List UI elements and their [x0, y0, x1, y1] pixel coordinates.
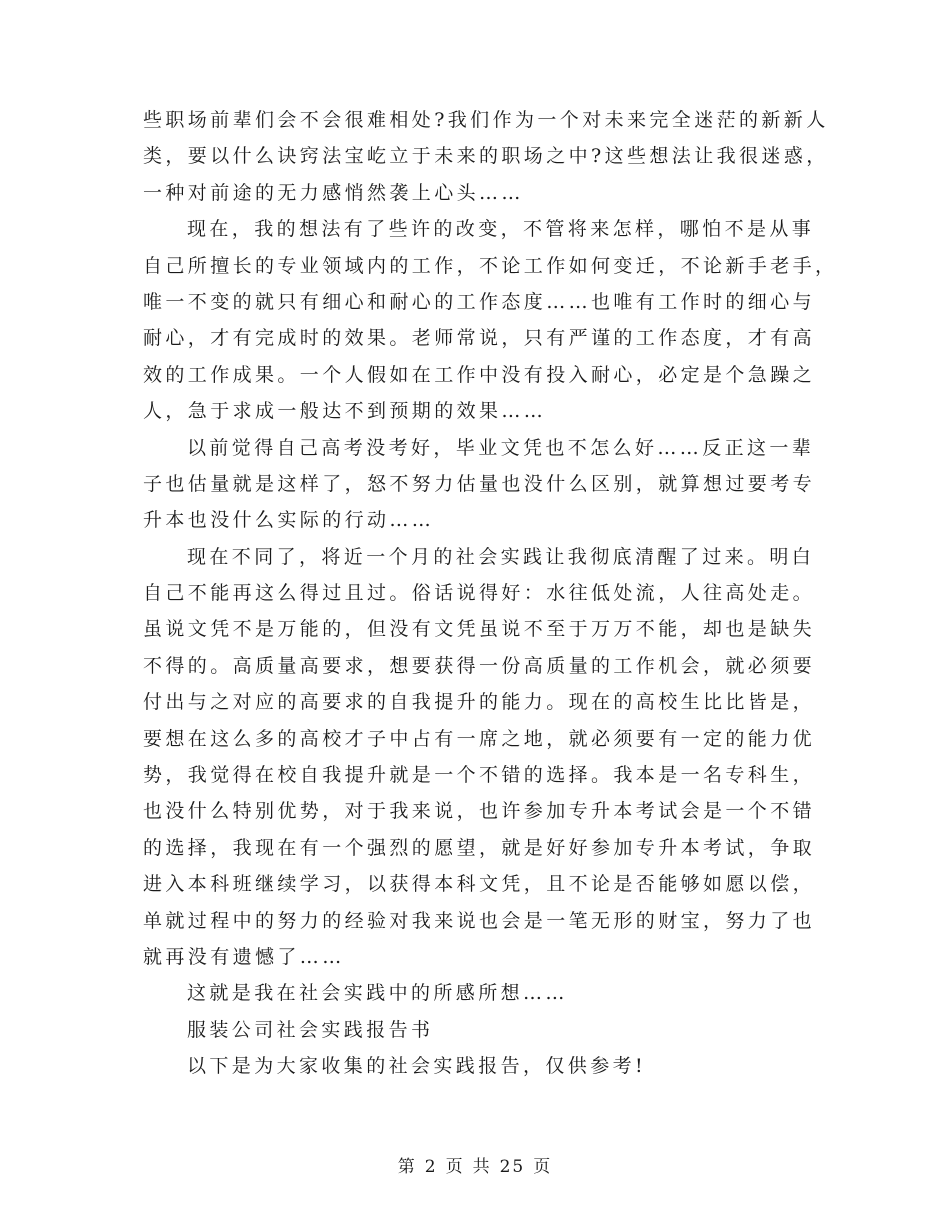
text-line: 就再没有遗憾了…… [143, 945, 345, 968]
text-line: 自己不能再这么得过且过。俗话说得好：水往低处流，人往高处走。 [143, 582, 816, 605]
page-footer [0, 1152, 950, 1177]
text-line: 子也估量就是这样了，怒不努力估量也没什么区别，就算想过要考专 [143, 472, 816, 495]
text-line: 这就是我在社会实践中的所感所想…… [187, 982, 568, 1005]
text-line: 升本也没什么实际的行动…… [143, 509, 435, 532]
text-line: 付出与之对应的高要求的自我提升的能力。现在的高校生比比皆是， [143, 691, 816, 714]
text-line: 也没什么特别优势，对于我来说，也许参加专升本考试会是一个不错 [143, 800, 816, 823]
footer-total-word: 共 [472, 1157, 492, 1177]
text-line: 单就过程中的努力的经验对我来说也会是一笔无形的财宝，努力了也 [143, 909, 816, 932]
document-body [143, 102, 838, 1085]
footer-prefix: 第 [397, 1157, 417, 1177]
text-line: 唯一不变的就只有细心和耐心的工作态度……也唯有工作时的细心与 [143, 290, 816, 313]
text-line: 的选择，我现在有一个强烈的愿望，就是好好参加专升本考试，争取 [143, 836, 816, 859]
footer-suffix: 页 [533, 1157, 553, 1177]
text-line: 效的工作成果。一个人假如在工作中没有投入耐心，必定是个急躁之 [143, 363, 816, 386]
text-line: 服装公司社会实践报告书 [187, 1018, 434, 1041]
text-line: 一种对前途的无力感悄然袭上心头…… [143, 181, 524, 204]
text-line: 些职场前辈们会不会很难相处?我们作为一个对未来完全迷茫的新新人 [143, 109, 829, 131]
text-line: 进入本科班继续学习，以获得本科文凭，且不论是否能够如愿以偿， [143, 873, 816, 896]
text-line: 现在，我的想法有了些许的改变，不管将来怎样，哪怕不是从事 [187, 218, 815, 241]
text-line: 类，要以什么诀窍法宝屹立于未来的职场之中?这些想法让我很迷惑， [143, 145, 829, 168]
text-line: 耐心，才有完成时的效果。老师常说，只有严谨的工作态度，才有高 [143, 327, 816, 350]
text-line: 势，我觉得在校自我提升就是一个不错的选择。我本是一名专科生， [143, 764, 816, 787]
text-line: 自己所擅长的专业领域内的工作，不论工作如何变迁，不论新手老手， [143, 254, 838, 277]
footer-page-word: 页 [445, 1157, 465, 1177]
text-line: 以下是为大家收集的社会实践报告，仅供参考! [187, 1055, 647, 1078]
text-line: 以前觉得自己高考没考好，毕业文凭也不怎么好……反正这一辈 [187, 436, 815, 459]
text-line: 虽说文凭不是万能的，但没有文凭虽说不至于万万不能，却也是缺失 [143, 618, 816, 641]
text-line: 现在不同了，将近一个月的社会实践让我彻底清醒了过来。明白 [187, 545, 815, 568]
footer-total-pages: 25 [499, 1157, 526, 1177]
text-line: 不得的。高质量高要求，想要获得一份高质量的工作机会，就必须要 [143, 654, 816, 677]
text-line: 要想在这么多的高校才子中占有一席之地，就必须要有一定的能力优 [143, 727, 816, 750]
footer-current-page: 2 [424, 1157, 438, 1177]
text-line: 人，急于求成一般达不到预期的效果…… [143, 400, 547, 423]
